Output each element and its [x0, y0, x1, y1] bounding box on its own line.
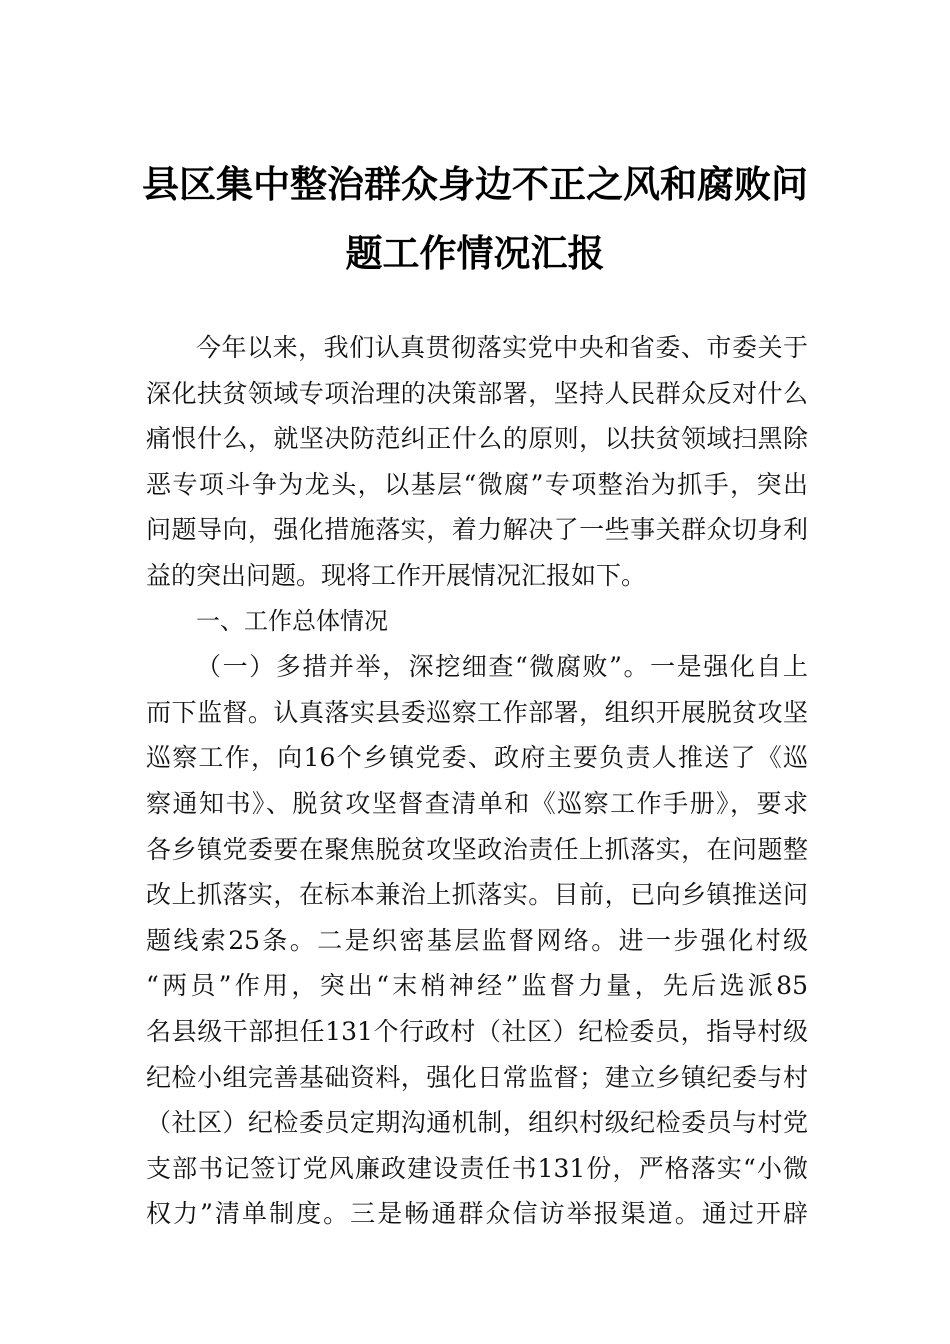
paragraph-line: 察通知书》、脱贫攻坚督查清单和《巡察工作手册》，要求: [146, 788, 808, 818]
paragraph-line: （一）多措并举，深挖细查“微腐败”。一是强化自上: [196, 652, 808, 682]
document-title-line-1: 县区集中整治群众身边不正之风和腐败问: [142, 163, 808, 206]
paragraph-line: 支部书记签订党风廉政建设责任书131份，严格落实“小微: [146, 1153, 808, 1183]
paragraph-line: 深化扶贫领域专项治理的决策部署，坚持人民群众反对什么: [146, 378, 808, 408]
paragraph-line: 权力”清单制度。三是畅通群众信访举报渠道。通过开辟: [146, 1199, 808, 1229]
paragraph-line: 益的突出问题。现将工作开展情况汇报如下。: [146, 560, 647, 590]
document-body: [146, 325, 808, 1237]
paragraph-line: 今年以来，我们认真贯彻落实党中央和省委、市委关于: [196, 333, 808, 362]
paragraph-line: 各乡镇党委要在聚焦脱贫攻坚政治责任上抓落实，在问题整: [146, 834, 808, 864]
paragraph-line: 名县级干部担任131个行政村（社区）纪检委员，指导村级: [146, 1016, 808, 1046]
paragraph-line: 问题导向，强化措施落实，着力解决了一些事关群众切身利: [146, 515, 808, 545]
section-heading: 一、工作总体情况: [196, 606, 388, 635]
paragraph-line: 痛恨什么，就坚决防范纠正什么的原则，以扶贫领域扫黑除: [146, 424, 808, 454]
paragraph-line: 而下监督。认真落实县委巡察工作部署，组织开展脱贫攻坚: [146, 697, 808, 727]
paragraph-line: 纪检小组完善基础资料，强化日常监督；建立乡镇纪委与村: [146, 1062, 808, 1092]
paragraph-line: 题线索25条。二是织密基层监督网络。进一步强化村级: [146, 925, 808, 955]
paragraph-line: 巡察工作，向16个乡镇党委、政府主要负责人推送了《巡: [146, 743, 808, 773]
paragraph-line: （社区）纪检委员定期沟通机制，组织村级纪检委员与村党: [146, 1108, 808, 1138]
paragraph-line: 改上抓落实，在标本兼治上抓落实。目前，已向乡镇推送问: [146, 880, 808, 910]
document-title-line-2: 题工作情况汇报: [345, 232, 605, 275]
paragraph-line: “两员”作用，突出“末梢神经”监督力量，先后选派85: [146, 971, 808, 1001]
paragraph-line: 恶专项斗争为龙头，以基层“微腐”专项整治为抓手，突出: [146, 469, 808, 499]
